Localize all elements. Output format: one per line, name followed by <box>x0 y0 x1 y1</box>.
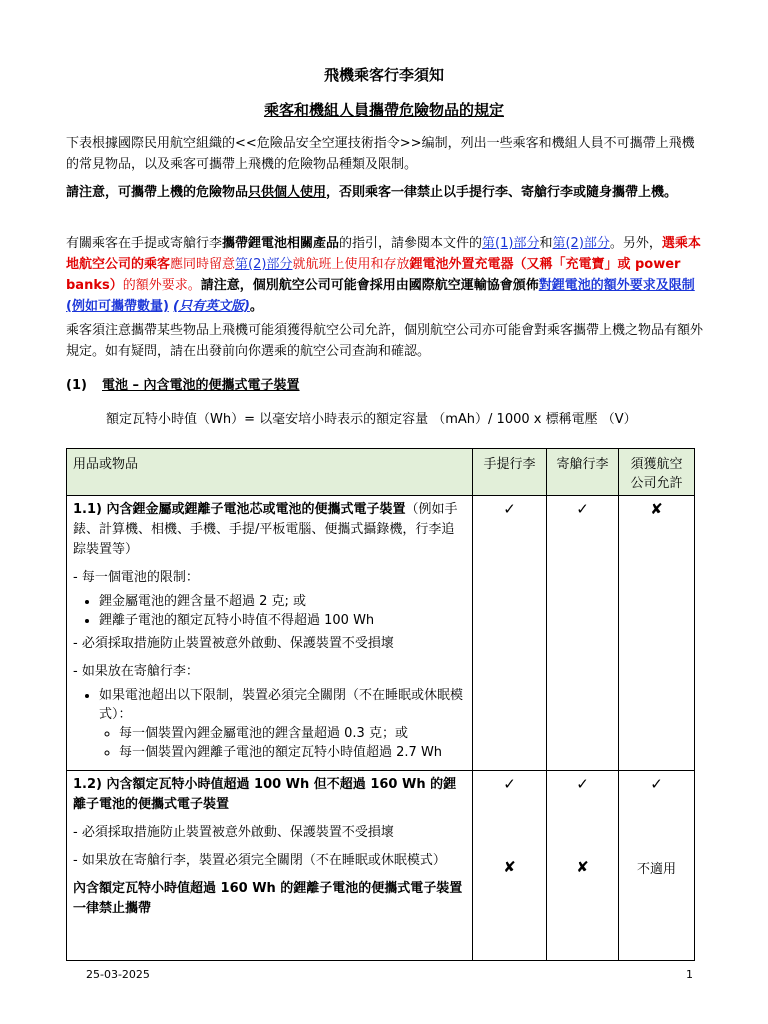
checked-baggage-list <box>73 686 466 762</box>
local-airline-emphasis: 選乘本地航空公司的乘客 <box>66 236 701 272</box>
list-item <box>99 686 466 762</box>
header-item: 用品或物品 <box>67 449 473 496</box>
prohibition-rule: 內含額定瓦特小時值超過 160 Wh 的鋰離子電池的便攜式電子裝置一律禁止攜帶 <box>73 881 463 916</box>
personal-use-notice <box>66 182 706 203</box>
iata-notice: 請注意，個別航空公司可能會採用由國際航空運輸協會頒佈 <box>200 278 539 293</box>
row-1-1-checked-mark: ✓ <box>547 496 619 771</box>
document-subtitle: 乘客和機組人員攜帶危險物品的規定 <box>263 101 504 119</box>
intro-paragraph: 下表根據國際民用航空組織的<<危險品安全空運技術指令>>编制，列出一些乘客和機組人員不可攜帶上飛機的常見物品，以及乘客可攜帶上飛機的危險物品種類及限制。 <box>66 136 695 172</box>
guidance-end: 。 <box>249 299 263 314</box>
header-airline-approval: 須獲航空公司允許 <box>619 449 695 496</box>
carry-on-ban-mark: ✘ <box>503 858 516 876</box>
row-1-1-description <box>67 496 473 771</box>
guidance-text: 和 <box>539 236 553 251</box>
protection-rule: - 必須採取措施防止裝置被意外啟動、保護裝置不受損壞 <box>73 636 394 651</box>
limit-intro: - 每一個電池的限制： <box>73 570 199 585</box>
guidance-red-text: 就航班上使用和存放 <box>292 257 410 272</box>
section-title: 電池 – 內含電池的便攜式電子裝置 <box>102 378 300 393</box>
row-1-1-approval-mark: ✘ <box>619 496 695 771</box>
approval-mark: ✓ <box>650 775 663 793</box>
guidance-bold: 攜帶鋰電池相關產品 <box>222 236 340 251</box>
english-only-link[interactable]: (只有英文版) <box>173 299 250 314</box>
notice-emphasis: 只供個人使用 <box>248 185 327 200</box>
page-number: 1 <box>686 968 693 981</box>
checked-baggage-intro: - 如果放在寄艙行李： <box>73 664 199 679</box>
part1-link[interactable]: 第(1)部分 <box>482 236 540 251</box>
notice-text-end: ，否則乘客一律禁止以手提行李、寄艙行李或隨身攜帶上機。 <box>326 185 678 200</box>
part2-link-secondary[interactable]: 第(2)部分 <box>235 257 293 272</box>
footer-date: 25-03-2025 <box>86 968 150 981</box>
guidance-text: 。另外， <box>609 236 662 251</box>
carry-on-mark: ✓ <box>503 775 516 793</box>
table-row <box>67 771 695 961</box>
row-1-2-approval-marks <box>619 771 695 961</box>
checked-mark: ✓ <box>576 775 589 793</box>
row-1-2-description <box>67 771 473 961</box>
not-applicable-label: 不適用 <box>636 862 676 877</box>
checked-baggage-rule: - 如果放在寄艙行李，裝置必須完全關閉（不在睡眠或休眠模式） <box>73 853 446 868</box>
table-header-row <box>67 449 695 496</box>
row-examples: （例如手錶、計算機、相機、手機、手提/平板電腦、便攜式攝錄機，行李追踪裝置等） <box>73 502 458 557</box>
table-row <box>67 496 695 771</box>
part2-link[interactable]: 第(2)部分 <box>552 236 610 251</box>
row-title: 1.2) 內含額定瓦特小時值超過 100 Wh 但不超過 160 Wh 的鋰離子電池的便攜式電子裝置 <box>73 777 457 812</box>
row-1-2-carry-on-marks <box>473 771 547 961</box>
checked-ban-mark: ✘ <box>576 858 589 876</box>
header-checked: 寄艙行李 <box>547 449 619 496</box>
iata-requirements-link[interactable]: 對鋰電池的額外要求及限制(例如可攜帶數量) <box>66 278 695 314</box>
section-number: (1) <box>66 378 87 393</box>
list-item: ◦ 每一個裝置內鋰金屬電池的鋰含量超過 0.3 克；或 <box>119 724 466 743</box>
watt-hour-formula: 額定瓦特小時值（Wh）= 以毫安培小時表示的額定容量 （mAh）/ 1000 x 標稱電壓 （V） <box>106 412 637 427</box>
list-item: • 鋰離子電池的額定瓦特小時值不得超過 100 Wh <box>99 611 466 630</box>
row-1-1-carry-on-mark: ✓ <box>473 496 547 771</box>
dangerous-goods-table <box>66 448 695 961</box>
guidance-red-text: 應同時留意 <box>170 257 236 272</box>
list-item: ◦ 每一個裝置內鋰離子電池的額定瓦特小時值超過 2.7 Wh <box>119 743 466 762</box>
checked-sub-list <box>99 724 466 762</box>
airline-approval-paragraph: 乘客須注意攜帶某些物品上飛機可能須獲得航空公司允許，個別航空公司亦可能會對乘客攜帶上機之物品有額外規定。如有疑問，請在出發前向你選乘的航空公司查詢和確認。 <box>66 323 704 359</box>
section-heading <box>66 374 300 393</box>
document-title: 飛機乘客行李須知 <box>323 66 444 84</box>
guidance-red-text: 的額外要求。 <box>122 278 201 293</box>
lithium-guidance-paragraph <box>66 233 706 317</box>
guidance-text: 有關乘客在手提或寄艙行李 <box>66 236 223 251</box>
power-bank-emphasis: 鋰電池外置充電器（又稱「充電寶」或 power banks） <box>66 257 681 293</box>
battery-limit-list <box>73 592 466 630</box>
protection-rule: - 必須採取措施防止裝置被意外啟動、保護裝置不受損壞 <box>73 825 394 840</box>
notice-text: 請注意，可攜帶上機的危險物品 <box>66 185 249 200</box>
checked-rule: 如果電池超出以下限制，裝置必須完全關閉（不在睡眠或休眠模式）： <box>99 688 464 722</box>
list-item: • 鋰金屬電池的鋰含量不超過 2 克; 或 <box>99 592 466 611</box>
row-1-2-checked-marks <box>547 771 619 961</box>
guidance-text: 的指引，請參閱本文件的 <box>339 236 483 251</box>
header-carry-on: 手提行李 <box>473 449 547 496</box>
row-title: 1.1) 內含鋰金屬或鋰離子電池芯或電池的便攜式電子裝置 <box>73 502 406 517</box>
